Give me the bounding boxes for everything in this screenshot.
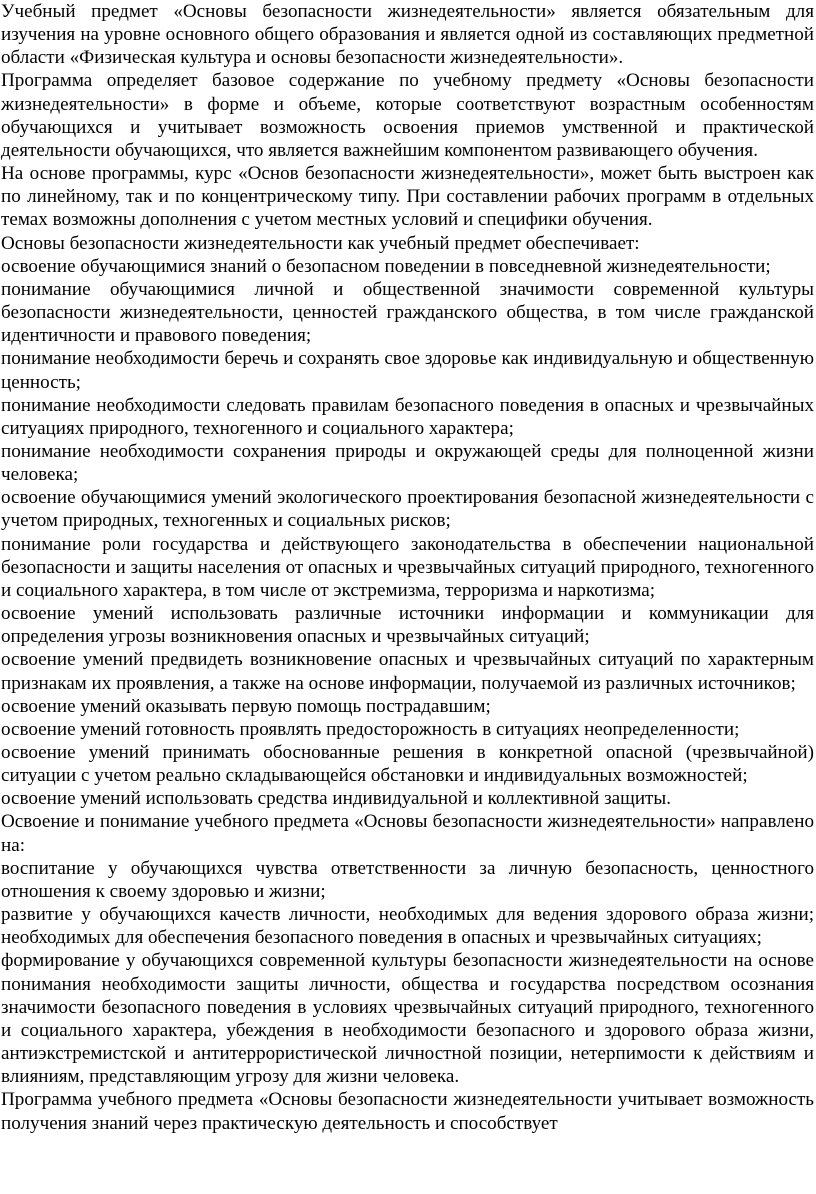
list-item: освоение обучающимися знаний о безопасном поведении в повседневной жизнедеятельности; bbox=[1, 255, 771, 277]
list-item: освоение умений принимать обоснованные решения в конкретной опасной (чрезвычайной) ситуации с учетом реально складывающейся обстановки и индивидуальных возможностей; bbox=[1, 742, 814, 787]
list-item: освоение обучающимися умений экологического проектирования безопасной жизнедеятельности с учетом природных, техногенных и социальных рисков; bbox=[1, 487, 814, 532]
list-item: понимание обучающимися личной и общественной значимости современной культуры безопасности жизнедеятельности, ценностей гражданского общества, в том числе гражданской идентичности и правового поведения; bbox=[1, 278, 814, 347]
list-item: понимание необходимости беречь и сохранять свое здоровье как индивидуальную и общественную ценность; bbox=[1, 348, 814, 393]
list-item: освоение умений использовать различные источники информации и коммуникации для определения угрозы возникновения опасных и чрезвычайных ситуаций; bbox=[1, 603, 814, 648]
list-item: освоение умений использовать средства индивидуальной и коллективной защиты. bbox=[1, 788, 671, 810]
list-item: освоение умений оказывать первую помощь пострадавшим; bbox=[1, 695, 491, 717]
paragraph-program-content: Программа определяет базовое содержание по учебному предмету «Основы безопасности жизнедеятельности» в форме и объеме, которые соответствуют возрастным особенностям обучающихся и учитывает возможность освоения приемов умственной и практической деятельности обучающихся, что является важнейшим компонентом развивающего обучения. bbox=[1, 70, 814, 161]
paragraph-course-structure: На основе программы, курс «Основ безопасности жизнедеятельности», может быть выстроен как по линейному, так и по концентрическому типу. При составлении рабочих программ в отдельных темах возможны дополнения с учетом местных условий и специфики обучения. bbox=[1, 163, 814, 231]
list-item: понимание необходимости следовать правилам безопасного поведения в опасных и чрезвычайных ситуациях природного, техногенного и социального характера; bbox=[1, 394, 814, 439]
paragraph-program-practice: Программа учебного предмета «Основы безопасности жизнедеятельности учитывает возможность получения знаний через практическую деятельность и способствует bbox=[1, 1089, 814, 1134]
paragraph-intro: Учебный предмет «Основы безопасности жизнедеятельности» является обязательным для изучения на уровне основного общего образования и является одной из составляющих предметной области «Физическая культура и основы безопасности жизнедеятельности». bbox=[1, 1, 814, 69]
list-item: развитие у обучающихся качеств личности, необходимых для ведения здорового образа жизни; необходимых для обеспечения безопасного поведения в опасных и чрезвычайных ситуациях; bbox=[1, 904, 814, 949]
list-item: формирование у обучающихся современной культуры безопасности жизнедеятельности на основе понимания необходимости защиты личности, общества и государства посредством осознания значимости безопасного поведения в условиях чрезвычайных ситуаций природного, техногенного и социального характера, убеждения в необходимости безопасного и здорового образа жизни, антиэкстремистской и антитеррористической личностной позиции, нетерпимости к действиям и влияниям, представляющим угрозу для жизни человека. bbox=[1, 950, 814, 1088]
list-item: освоение умений готовность проявлять предосторожность в ситуациях неопределенности; bbox=[1, 718, 740, 740]
paragraph-subject-provides: Основы безопасности жизнедеятельности как учебный предмет обеспечивает: bbox=[1, 232, 640, 254]
list-item: освоение умений предвидеть возникновение опасных и чрезвычайных ситуаций по характерным признакам их проявления, а также на основе информации, получаемой из различных источников; bbox=[1, 649, 814, 694]
list-item: понимание роли государства и действующего законодательства в обеспечении национальной безопасности и защиты населения от опасных и чрезвычайных ситуаций природного, техногенного и социального характера, в том числе от экстремизма, терроризма и наркотизма; bbox=[1, 533, 814, 601]
list-item: воспитание у обучающихся чувства ответственности за личную безопасность, ценностного отношения к своему здоровью и жизни; bbox=[1, 857, 814, 902]
list-item: понимание необходимости сохранения природы и окружающей среды для полноценной жизни человека; bbox=[1, 440, 814, 486]
paragraph-aimed-at: Освоение и понимание учебного предмета «Основы безопасности жизнедеятельности» направлено на: bbox=[1, 811, 814, 856]
